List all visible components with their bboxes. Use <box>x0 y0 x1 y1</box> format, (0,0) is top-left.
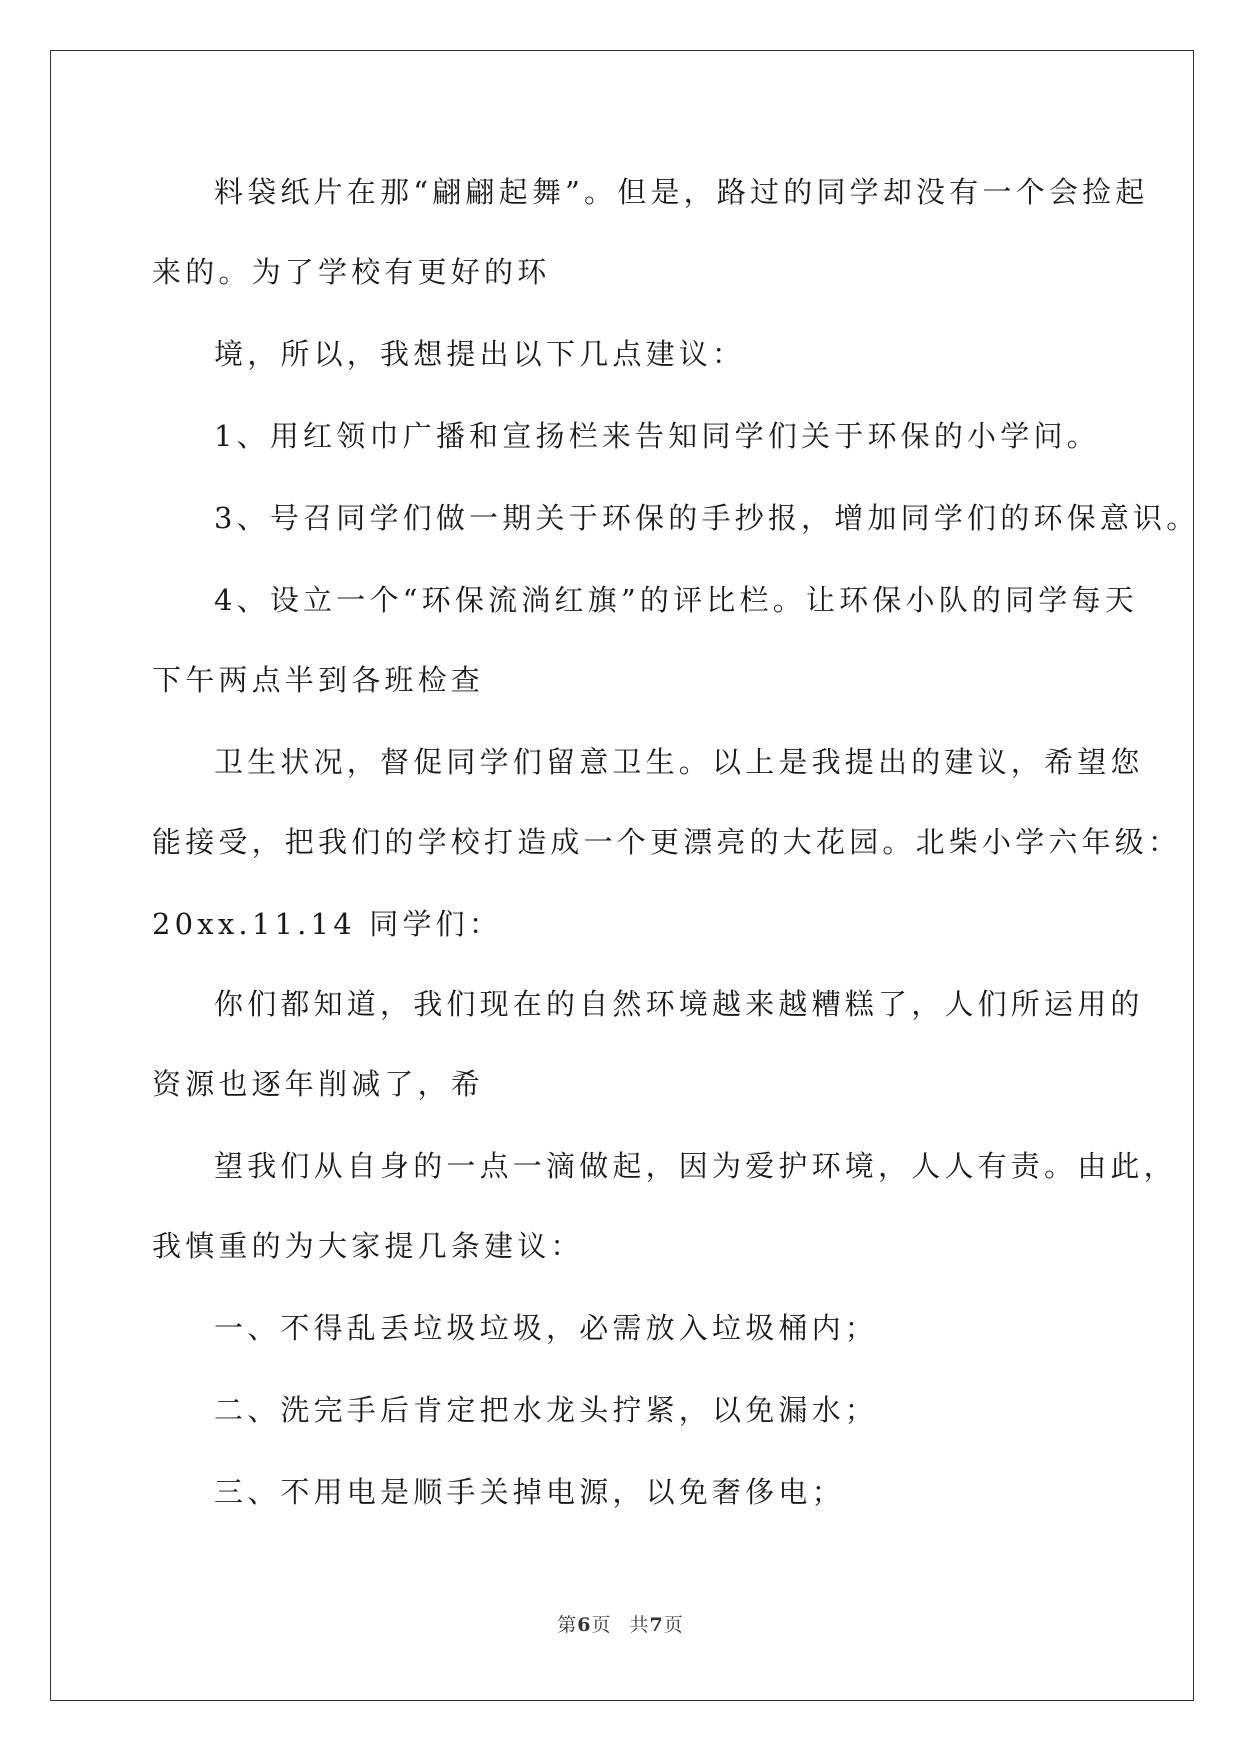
text-line: 二、洗完手后肯定把水龙头拧紧，以免漏水； <box>214 1393 879 1427</box>
text-line: 你们都知道，我们现在的自然环境越来越糟糕了，人们所运用的 <box>214 987 1144 1021</box>
text-line: 三、不用电是顺手关掉电源，以免奢侈电； <box>214 1475 845 1509</box>
total-suffix: 页 <box>663 1614 684 1636</box>
page-current: 6 <box>577 1614 592 1636</box>
page-suffix: 页 <box>591 1614 612 1636</box>
text-line: 我慎重的为大家提几条建议： <box>152 1229 584 1263</box>
text-line: 能接受，把我们的学校打造成一个更漂亮的大花园。北柴小学六年级： <box>152 825 1182 859</box>
text-line: 4、设立一个“环保流淌红旗”的评比栏。让环保小队的同学每天 <box>214 583 1138 617</box>
text-line: 卫生状况，督促同学们留意卫生。以上是我提出的建议，希望您 <box>214 745 1144 779</box>
text-line: 下午两点半到各班检查 <box>152 663 485 697</box>
page-border <box>50 50 1194 1701</box>
text-line: 资源也逐年削减了，希 <box>152 1067 485 1101</box>
text-line: 来的。为了学校有更好的环 <box>152 255 551 289</box>
text-line: 3、号召同学们做一期关于环保的手抄报，增加同学们的环保意识。 <box>214 501 1200 535</box>
page-prefix: 第 <box>557 1614 578 1636</box>
text-line: 料袋纸片在那“翩翩起舞”。但是，路过的同学却没有一个会捡起 <box>214 175 1149 209</box>
text-line: 望我们从自身的一点一滴做起，因为爱护环境，人人有责。由此， <box>214 1149 1177 1183</box>
text-line: 1、用红领巾广播和宣扬栏来告知同学们关于环保的小学问。 <box>214 419 1100 453</box>
text-line: 境，所以，我想提出以下几点建议： <box>214 337 746 371</box>
text-line: 20xx.11.14 同学们： <box>152 907 503 941</box>
total-prefix: 共 <box>629 1614 650 1636</box>
page-footer <box>0 1610 1241 1637</box>
text-line: 一、不得乱丢垃圾垃圾，必需放入垃圾桶内； <box>214 1311 879 1345</box>
page-total: 7 <box>649 1614 664 1636</box>
